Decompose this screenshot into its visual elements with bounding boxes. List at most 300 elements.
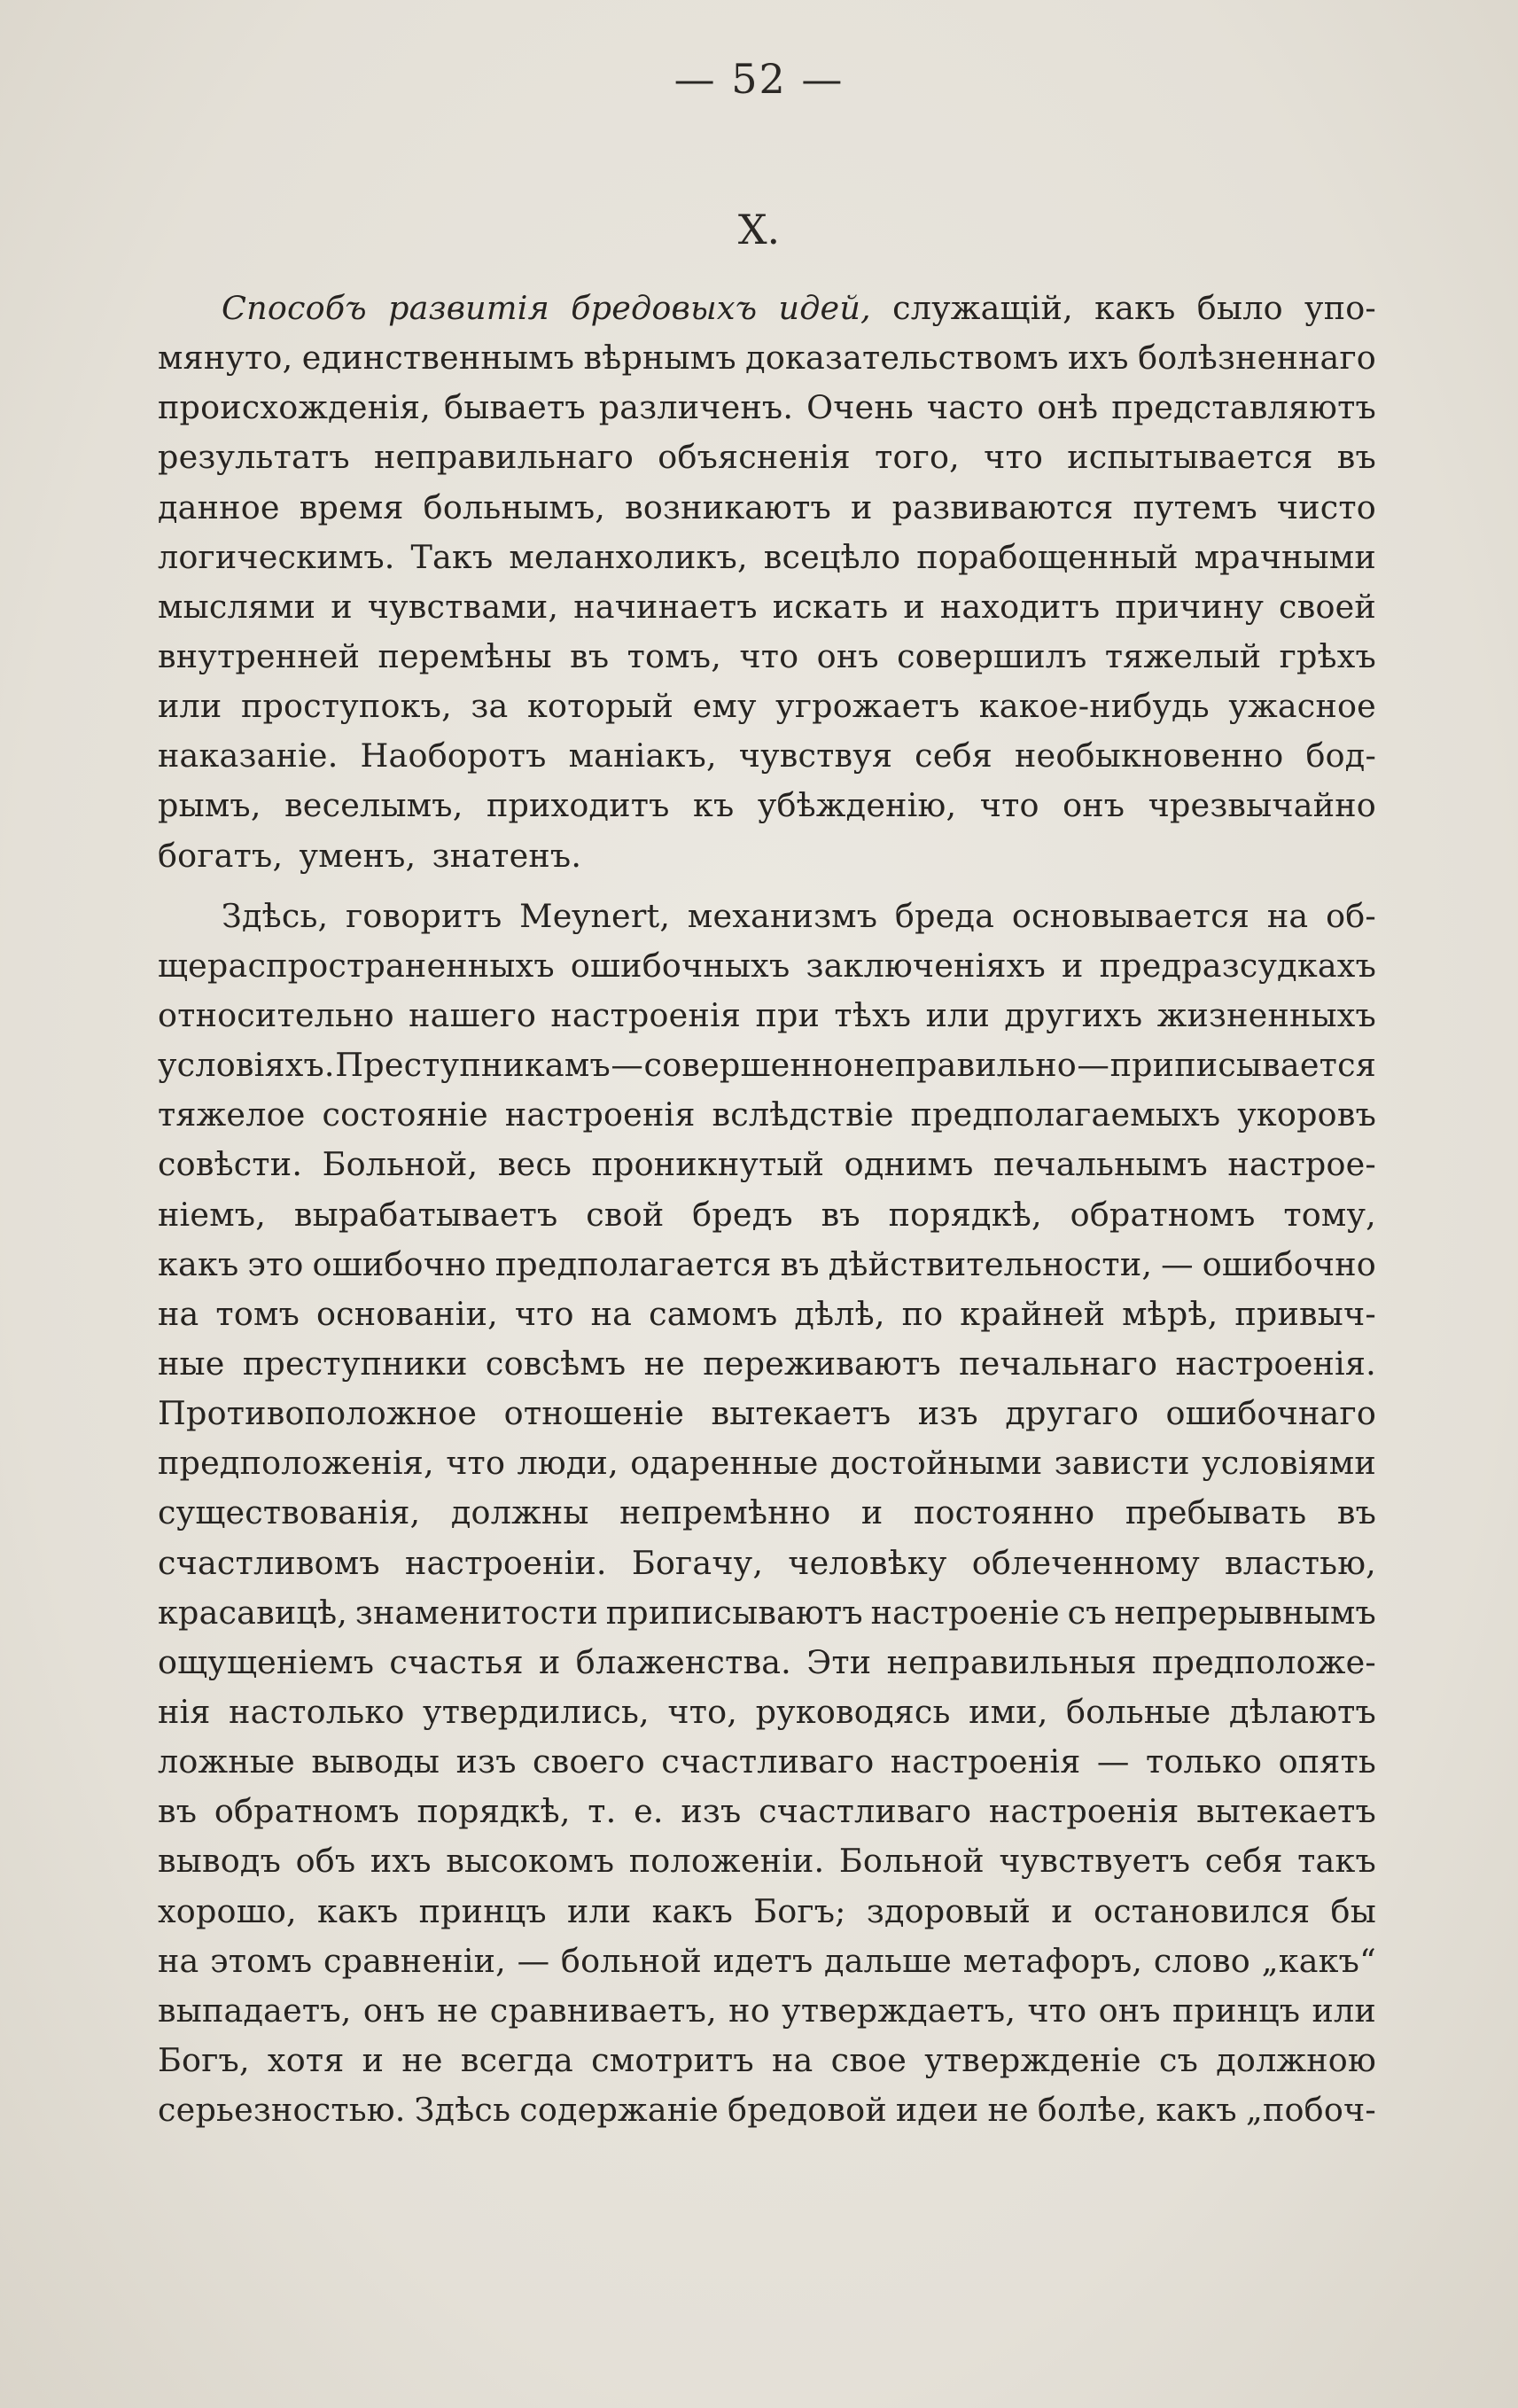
word: чувствами, (367, 587, 559, 626)
word: съ (1067, 1593, 1107, 1632)
word: утвердились, (423, 1692, 650, 1731)
word: ихъ (1067, 339, 1129, 378)
word: настроенія (550, 995, 742, 1034)
word: какъ (1094, 289, 1176, 327)
word: онъ (1098, 1991, 1161, 2030)
word: настроеніи. (404, 1543, 607, 1582)
text-line (158, 1090, 1376, 1140)
word: Наоборотъ (360, 736, 547, 775)
word: одаренные (630, 1444, 819, 1483)
word: ужасное (1228, 687, 1376, 726)
word: знатенъ. (432, 836, 582, 875)
word: что (984, 438, 1044, 477)
word: счастья (389, 1642, 524, 1681)
word: онъ (1063, 786, 1125, 825)
word: доказательствомъ (745, 339, 1059, 378)
word: что, (667, 1692, 738, 1731)
word: знаменитости (354, 1593, 599, 1632)
word: упо- (1304, 289, 1376, 327)
word: внутренней (158, 636, 361, 675)
word: въ (570, 636, 610, 675)
text-line (158, 1588, 1376, 1638)
text-line (158, 333, 1376, 383)
word: условіяхъ. (158, 1046, 335, 1085)
word: ошибочно (312, 1244, 487, 1283)
word: человѣку (788, 1543, 947, 1582)
word: настрое- (1227, 1145, 1376, 1184)
word: вытекаетъ (711, 1394, 891, 1433)
word: онъ (816, 636, 879, 675)
word: приписываютъ (605, 1593, 863, 1632)
text-line (158, 1339, 1376, 1389)
word: настроеніе (870, 1593, 1060, 1632)
word: единственнымъ (301, 339, 575, 378)
text-line (158, 1438, 1376, 1488)
word: себя (1204, 1842, 1283, 1881)
word: чувствуя (738, 736, 893, 775)
word: бредовыхъ (571, 289, 758, 327)
word: нашего (409, 995, 537, 1034)
word: тому, (1283, 1195, 1376, 1234)
text-line (158, 1140, 1376, 1189)
word: хотя (267, 2040, 345, 2079)
word: выводы (311, 1742, 440, 1781)
word: идеи (895, 2091, 979, 2130)
word: печальнаго (959, 1344, 1158, 1383)
word: этомъ (210, 1941, 313, 1980)
word: и (851, 487, 873, 526)
word: на (590, 1294, 633, 1333)
text-line (158, 1389, 1376, 1438)
word: причину (1115, 587, 1265, 626)
word: счастливаго (759, 1792, 972, 1831)
word: который (526, 687, 674, 726)
text-line (158, 2085, 1376, 2135)
page-number: — 52 — (673, 55, 845, 103)
word: бреда (894, 896, 995, 935)
word: бод- (1305, 736, 1376, 775)
word: и (538, 1642, 561, 1681)
word: болѣе, (1037, 2091, 1148, 2130)
word: Противоположное (158, 1394, 478, 1433)
text-line (158, 682, 1376, 731)
text-line (158, 483, 1376, 533)
text-line (158, 383, 1376, 433)
text-line (158, 1986, 1376, 2036)
word: Эти (806, 1642, 872, 1681)
word: настроенія (504, 1095, 696, 1134)
text-line (158, 1887, 1376, 1937)
word: властью, (1224, 1543, 1376, 1582)
word: логическимъ. (158, 537, 395, 576)
word: или (925, 995, 991, 1034)
word: — (611, 1046, 644, 1085)
word: ніемъ, (158, 1195, 267, 1234)
word: предположе- (1152, 1642, 1376, 1681)
word: и (860, 1493, 884, 1532)
word: вытекаетъ (1196, 1792, 1376, 1831)
word: больнымъ, (423, 487, 606, 526)
word: возникаютъ (625, 487, 831, 526)
word: ложные (158, 1742, 295, 1781)
word: себя (915, 736, 993, 775)
chapter-heading: X. (737, 206, 781, 253)
word: всецѣло (763, 537, 901, 576)
word: но (728, 1991, 770, 2030)
word: содержаніе (519, 2091, 719, 2130)
word: мѣрѣ, (1122, 1294, 1218, 1333)
word: т. (588, 1792, 617, 1831)
word: своей (1279, 587, 1376, 626)
word: предположенія, (158, 1444, 434, 1483)
word: должною (1216, 2040, 1376, 2079)
word: время (299, 487, 404, 526)
word: въ (158, 1792, 198, 1831)
word: съ (1159, 2040, 1199, 2079)
text-line (158, 1539, 1376, 1588)
word: слово (1153, 1941, 1250, 1980)
word: Способъ (222, 289, 367, 327)
text-line (158, 731, 1376, 781)
word: — (517, 1941, 550, 1980)
word: необыкновенно (1015, 736, 1284, 775)
word: весь (497, 1145, 572, 1184)
word: и (1062, 946, 1084, 985)
word: Такъ (410, 537, 494, 576)
word: метафоръ, (962, 1941, 1143, 1980)
word: другаго (1005, 1394, 1140, 1433)
word: выпадаетъ, (158, 1991, 352, 2030)
word: какъ (158, 1244, 239, 1283)
word: чисто (1276, 487, 1376, 526)
word: или (567, 1891, 632, 1930)
word: Здѣсь (414, 2091, 511, 2130)
word: приписывается (1109, 1046, 1376, 1085)
word: заключеніяхъ (806, 946, 1046, 985)
word: Очень (806, 388, 914, 427)
word: счастливаго (661, 1742, 875, 1781)
word: ошибочныхъ (570, 946, 790, 985)
word: и (362, 2040, 385, 2079)
word: при (755, 995, 821, 1034)
word: совершенно (643, 1046, 853, 1085)
word: и (331, 587, 353, 626)
word: существованія, (158, 1493, 421, 1532)
word: счастливомъ (158, 1543, 380, 1582)
word: путемъ (1133, 487, 1257, 526)
word: свой (586, 1195, 665, 1234)
word: щераспространенныхъ (158, 946, 555, 985)
word: основаніи, (315, 1294, 498, 1333)
text-line (158, 1937, 1376, 1986)
text-line (158, 632, 1376, 682)
word: что (1027, 1991, 1087, 2030)
word: объ (295, 1842, 356, 1881)
word: зависти (1054, 1444, 1190, 1483)
word: Богачу, (631, 1543, 764, 1582)
word: утверждаетъ, (782, 1991, 1016, 2030)
word: уменъ, (299, 836, 416, 875)
word: совсѣмъ (485, 1344, 627, 1383)
word: перемѣны (378, 636, 552, 675)
word: испытывается (1067, 438, 1313, 477)
text-line (158, 533, 1376, 582)
word: приходитъ (486, 786, 670, 825)
word: отношеніе (503, 1394, 685, 1433)
word: томъ (215, 1294, 300, 1333)
word: въ (1336, 1493, 1376, 1532)
word: сравненіи, (323, 1941, 506, 1980)
word: е. (634, 1792, 664, 1831)
word: вслѣдствіе (712, 1095, 894, 1134)
word: было (1196, 289, 1283, 327)
word: опять (1278, 1742, 1376, 1781)
word: онъ (362, 1991, 425, 2030)
word: или (158, 687, 222, 726)
word: различенъ. (598, 388, 794, 427)
word: другихъ (1004, 995, 1143, 1034)
word: чрезвычайно (1148, 786, 1376, 825)
word: самомъ (649, 1294, 778, 1333)
word: достойными (829, 1444, 1043, 1483)
word: серьезностью. (158, 2091, 406, 2130)
word: изъ (917, 1394, 978, 1433)
word: изъ (681, 1792, 742, 1831)
text-line (158, 1638, 1376, 1687)
word: свое (830, 2040, 907, 2079)
word: дальше (824, 1941, 953, 1980)
word: убѣжденію, (757, 786, 957, 825)
word: какъ (316, 1891, 399, 1930)
word: настолько (229, 1692, 405, 1731)
word: Больной (838, 1842, 985, 1881)
word: веселымъ, (284, 786, 463, 825)
word: тяжелый (1104, 636, 1262, 675)
word: ные (158, 1344, 225, 1383)
text-line (158, 1687, 1376, 1737)
word: хорошо, (158, 1891, 297, 1930)
word: томъ, (627, 636, 722, 675)
word: печальнымъ (993, 1145, 1208, 1184)
text-line (158, 1488, 1376, 1538)
word: это (247, 1244, 304, 1283)
word: на (158, 1941, 199, 1980)
word: больные (1066, 1692, 1211, 1731)
word: Богъ; (753, 1891, 846, 1930)
word: механизмъ (687, 896, 878, 935)
word: „какъ“ (1261, 1941, 1376, 1980)
word: предполагаемыхъ (910, 1095, 1221, 1134)
text-line (158, 1290, 1376, 1339)
word: въ (821, 1195, 860, 1234)
word: развиваются (891, 487, 1114, 526)
word: ошибочно (1202, 1244, 1376, 1283)
word: своего (533, 1742, 645, 1781)
word: идей, (778, 289, 871, 327)
word: обратномъ (214, 1792, 400, 1831)
word: чувствуетъ (999, 1842, 1191, 1881)
text-line (158, 892, 1376, 941)
text-line (158, 991, 1376, 1040)
word: выводъ (158, 1842, 282, 1881)
word: за (471, 687, 509, 726)
word: искать (772, 587, 889, 626)
word: не (643, 1344, 685, 1383)
word: должны (450, 1493, 589, 1532)
word: какъ (1156, 2091, 1237, 2130)
word: на (158, 1294, 199, 1333)
word: неправильныя (886, 1642, 1137, 1681)
word: результатъ (158, 438, 350, 477)
word: или (1312, 1991, 1376, 2030)
word: вѣрнымъ (583, 339, 736, 378)
word: об- (1326, 896, 1376, 935)
word: только (1145, 1742, 1263, 1781)
word: проникнутый (591, 1145, 825, 1184)
word: „побоч- (1245, 2091, 1376, 2130)
word: ошибочнаго (1165, 1394, 1376, 1433)
word: по (901, 1294, 944, 1333)
word: — (1096, 1742, 1130, 1781)
word: непрерывнымъ (1114, 1593, 1376, 1632)
word: ощущеніемъ (158, 1642, 375, 1681)
word: меланхоликъ, (509, 537, 748, 576)
word: ими, (969, 1692, 1048, 1731)
word: бываетъ (444, 388, 586, 427)
word: дѣйствительности, (828, 1244, 1153, 1283)
word: что (739, 636, 799, 675)
word: тяжелое (158, 1095, 306, 1134)
word: данное (158, 487, 280, 526)
word: нія (158, 1692, 211, 1731)
word: на (1266, 896, 1309, 935)
word: тѣхъ (834, 995, 912, 1034)
word: представляютъ (1111, 388, 1376, 427)
word: мянуто, (158, 339, 293, 378)
word: дѣлаютъ (1228, 1692, 1376, 1731)
text-line (158, 831, 1376, 881)
word: начинаетъ (573, 587, 758, 626)
word: сравниваетъ, (489, 1991, 717, 2030)
word: красавицѣ, (158, 1593, 348, 1632)
word: утвержденіе (924, 2040, 1141, 2079)
word: совершилъ (897, 636, 1087, 675)
word: порядкѣ, (416, 1792, 571, 1831)
word: мыслями (158, 587, 316, 626)
word: непремѣнно (619, 1493, 831, 1532)
word: не (401, 2040, 443, 2079)
word: угрожаетъ (775, 687, 961, 726)
word: облеченному (971, 1543, 1200, 1582)
word: вырабатываетъ (293, 1195, 558, 1234)
word: и (1051, 1891, 1073, 1930)
word: руководясь (755, 1692, 951, 1731)
word: въ (780, 1244, 820, 1283)
word: на (772, 2040, 813, 2079)
text-line (158, 1737, 1376, 1787)
word: маніакъ, (568, 736, 717, 775)
word: въ (1336, 438, 1376, 477)
word: остановился (1093, 1891, 1311, 1930)
word: крайней (960, 1294, 1106, 1333)
word: Преступникамъ (335, 1046, 611, 1085)
word: часто (926, 388, 1024, 427)
word: совѣсти. (158, 1145, 303, 1184)
word: идетъ (712, 1941, 813, 1980)
body-text (158, 284, 1376, 2135)
word: дѣлѣ, (794, 1294, 885, 1333)
text-line (158, 582, 1376, 632)
word: какъ (651, 1891, 734, 1930)
word: не (437, 1991, 479, 2030)
text-line (158, 1040, 1376, 1090)
word: больной (560, 1941, 702, 1980)
word: однимъ (844, 1145, 974, 1184)
text-line (158, 1836, 1376, 1886)
word: неправильно (853, 1046, 1077, 1085)
word: положеніи. (628, 1842, 825, 1881)
word: къ (692, 786, 735, 825)
word: люди, (517, 1444, 619, 1483)
word: настроенія. (1175, 1344, 1376, 1383)
word: Больной, (322, 1145, 479, 1184)
word: настроенія (988, 1792, 1179, 1831)
word: укоровъ (1237, 1095, 1376, 1134)
word: развитія (388, 289, 549, 327)
word: предполагается (494, 1244, 772, 1283)
word: обратномъ (1070, 1195, 1256, 1234)
word: блаженства. (575, 1642, 791, 1681)
word: онѣ (1037, 388, 1099, 427)
word: бредовой (728, 2091, 887, 2130)
word: служащій, (892, 289, 1073, 327)
word: наказаніе. (158, 736, 339, 775)
word: мрачными (1194, 537, 1376, 576)
word: привыч- (1234, 1294, 1376, 1333)
word: жизненныхъ (1156, 995, 1376, 1034)
word: какое-нибудь (978, 687, 1210, 726)
word: рымъ, (158, 786, 261, 825)
word: бы (1330, 1891, 1376, 1930)
word: объясненія (658, 438, 851, 477)
word: говоритъ (346, 896, 502, 935)
word: такъ (1297, 1842, 1376, 1881)
text-line (158, 284, 1376, 333)
word: грѣхъ (1279, 636, 1376, 675)
word: проступокъ, (240, 687, 452, 726)
word: настроенія (890, 1742, 1081, 1781)
word: принцъ (1172, 1991, 1301, 2030)
word: и (903, 587, 925, 626)
text-line (158, 433, 1376, 482)
text-line (158, 1240, 1376, 1290)
word: пребывать (1125, 1493, 1307, 1532)
word: основывается (1011, 896, 1250, 935)
word: ихъ (370, 1842, 432, 1881)
word: здоровый (866, 1891, 1031, 1930)
word: болѣзненнаго (1138, 339, 1376, 378)
word: порядкѣ, (888, 1195, 1042, 1234)
word: высокомъ (446, 1842, 615, 1881)
word: богатъ, (158, 836, 284, 875)
text-line (158, 781, 1376, 830)
word: условіями (1202, 1444, 1376, 1483)
word: постоянно (913, 1493, 1095, 1532)
word: — (1161, 1244, 1194, 1283)
word: Богъ, (158, 2040, 250, 2079)
word: состояніе (322, 1095, 488, 1134)
word: неправильнаго (373, 438, 634, 477)
